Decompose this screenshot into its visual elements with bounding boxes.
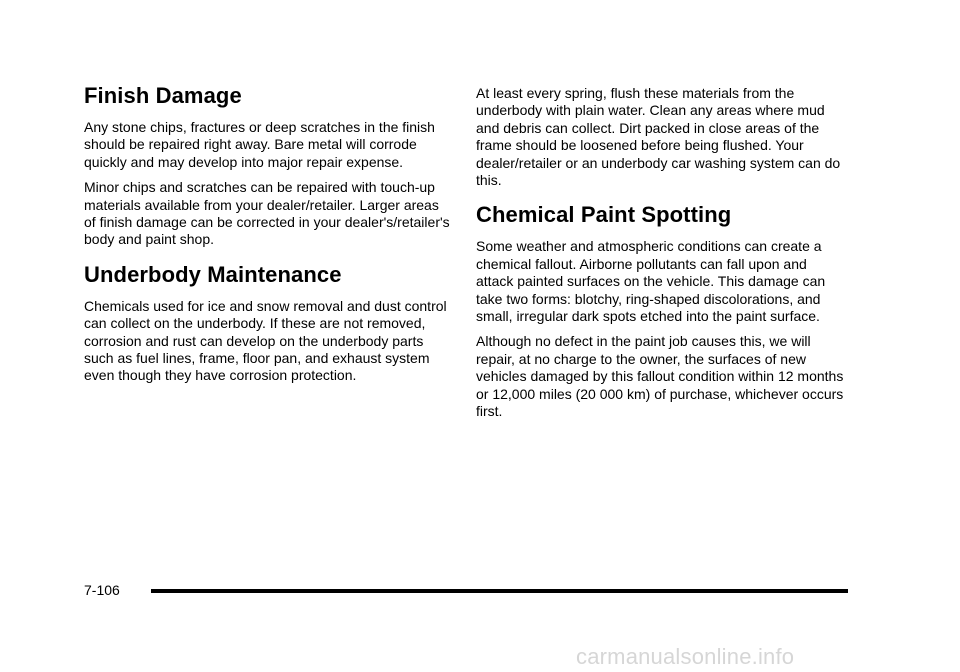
left-column (84, 82, 452, 393)
paragraph-chemical-paint-spotting-2: Although no defect in the paint job causes this, we will repair, at no charge to the owner, the surfaces of new vehicles damaged by this fallout condition within 12 months or 12,000 miles (20 000 km) of purchase, whichever occurs first. (476, 333, 844, 420)
paragraph-underbody-continued-1: At least every spring, flush these materials from the underbody with plain water. Clean any areas where mud and debris can collect. Dirt packed in close areas of the frame should be loosened before being flushed. Your dealer/retailer or an underbody car washing system can do this. (476, 85, 841, 189)
section-finish-damage (84, 82, 452, 249)
paragraph-underbody-maintenance-1: Chemicals used for ice and snow removal and dust control can collect on the underbody. If these are not removed, corrosion and rust can develop on the underbody parts such as fuel lines, frame, floor pan, and exhaust system even though they have corrosion protection. (84, 297, 447, 384)
heading-chemical-paint-spotting: Chemical Paint Spotting (476, 202, 732, 228)
paragraph-finish-damage-1: Any stone chips, fractures or deep scratches in the finish should be repaired right away. Bare metal will corrode quickly and may develop into major repair expense. (84, 119, 435, 170)
heading-finish-damage: Finish Damage (84, 83, 242, 108)
section-underbody-maintenance (84, 261, 452, 385)
section-underbody-continued (476, 85, 844, 189)
heading-underbody-maintenance: Underbody Maintenance (84, 261, 342, 287)
section-chemical-paint-spotting (476, 201, 844, 420)
page-number: 7-106 (84, 582, 120, 598)
paragraph-finish-damage-2: Minor chips and scratches can be repaired with touch-up materials available from your dealer/retailer. Larger areas of finish damage can be corrected in your dealer's/retailer's body and paint shop. (84, 179, 450, 248)
paragraph-chemical-paint-spotting-1: Some weather and atmospheric conditions can create a chemical fallout. Airborne pollutants can fall upon and attack painted surfaces on the vehicle. This damage can take two forms: blotchy, ring-shaped discolorations, and small, irregular dark spots etched into the paint surface. (476, 238, 826, 325)
watermark: carmanualsonline.info (576, 644, 795, 669)
footer-rule (151, 589, 848, 593)
right-column (476, 85, 844, 429)
